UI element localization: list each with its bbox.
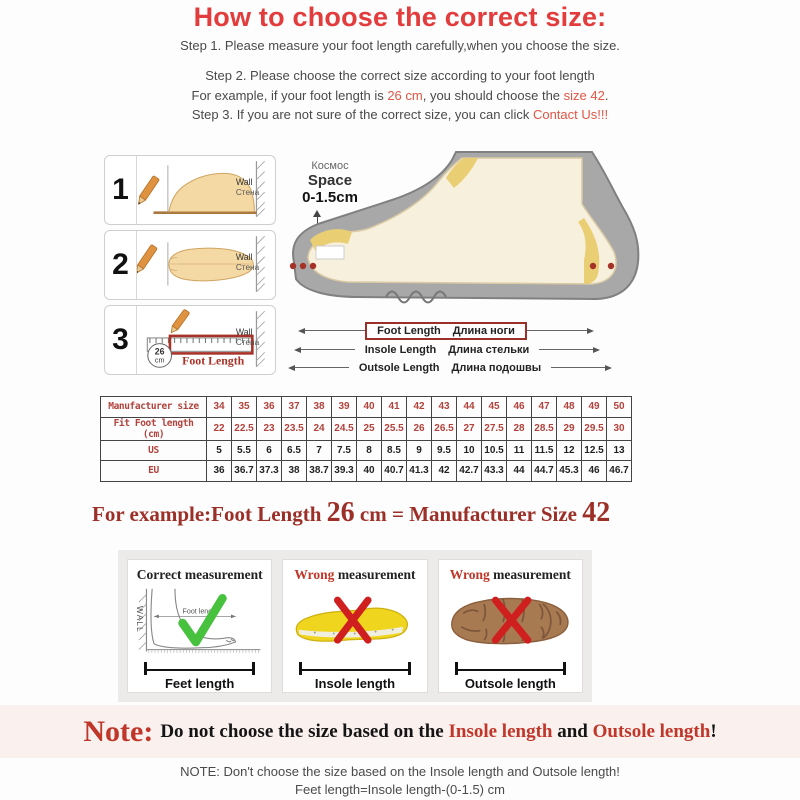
size-table-cell: 26 — [407, 417, 432, 440]
size-table — [100, 396, 632, 482]
size-table-cell: 30 — [607, 417, 632, 440]
step2-example-part: , you should choose the — [422, 87, 564, 103]
measure-label-ru: Длина стельки — [448, 343, 530, 356]
size-table-cell: 37 — [282, 397, 307, 418]
pencil-icon — [137, 244, 157, 274]
size-table-cell: 49 — [582, 397, 607, 418]
top-foot-measure-illustration — [137, 231, 275, 299]
panel-label: Insole length — [314, 676, 396, 691]
panel-title-rest: measurement — [181, 567, 263, 582]
size-table-cell: 8.5 — [382, 440, 407, 461]
note-part: ! — [710, 720, 717, 742]
size-table-cell: 35 — [232, 397, 257, 418]
arrow-left-icon — [288, 365, 295, 371]
example-foot-length-value: 26 — [326, 497, 355, 528]
measurement-panels — [118, 550, 592, 702]
space-label-en: Space — [307, 172, 353, 189]
size-table-cell: 42 — [407, 397, 432, 418]
measure-line — [551, 367, 605, 368]
step2-text: Step 2. Please choose the correct size according to your foot length — [205, 68, 595, 83]
wall-label-en: Wall — [235, 326, 253, 337]
size-table-row-label: US — [101, 440, 207, 461]
size-table-cell: 50 — [607, 397, 632, 418]
size-table-cell: 6 — [257, 440, 282, 461]
panel-title — [128, 567, 271, 583]
measure-line — [539, 349, 593, 350]
check-mark-icon — [183, 598, 223, 642]
arrow-right-icon — [605, 365, 612, 371]
step-number-3: 3 — [105, 306, 137, 374]
size-table-cell: 25.5 — [382, 417, 407, 440]
size-table-cell: 48 — [557, 397, 582, 418]
size-table-cell: 42.7 — [457, 461, 482, 482]
ruler-foot-length-label: Foot Length — [182, 353, 245, 368]
size-table-cell: 25 — [357, 417, 382, 440]
measure-label-ru: Длина ноги — [452, 324, 515, 337]
ruler-circle-unit: cm — [154, 355, 165, 365]
size-table-body — [101, 397, 632, 482]
ruler-measure-illustration — [137, 306, 275, 374]
size-table-cell: 40 — [357, 397, 382, 418]
size-table-cell: 43.3 — [482, 461, 507, 482]
size-table-cell: 38.7 — [307, 461, 332, 482]
size-table-cell: 24 — [307, 417, 332, 440]
step-number-1: 1 — [105, 156, 137, 224]
size-table-cell: 41.3 — [407, 461, 432, 482]
step3-text — [0, 105, 800, 125]
size-table-row-label: Manufacturer size — [101, 397, 207, 418]
measure-step-box-2 — [104, 230, 276, 300]
note-part: and — [552, 720, 593, 742]
size-table-cell: 28.5 — [532, 417, 557, 440]
ruler-circle-value: 26 — [154, 346, 165, 357]
outsole-illustration — [439, 585, 582, 661]
measure-bracket — [299, 662, 410, 675]
example-size-line — [92, 497, 610, 529]
size-table-cell: 22.5 — [232, 417, 257, 440]
foot-length-highlight: 26 cm — [387, 87, 423, 103]
size-table-row-label: Fit Foot length (cm) — [101, 417, 207, 440]
example-part: cm = Manufacturer Size — [354, 502, 583, 526]
size-table-cell: 34 — [207, 397, 232, 418]
wall-label-en: Wall — [235, 251, 253, 262]
panel-correct-measurement — [127, 559, 272, 693]
size-table-row — [101, 397, 632, 418]
wall-vertical-label: WALL — [134, 605, 145, 633]
pencil-icon — [169, 309, 190, 335]
steps-block — [0, 66, 800, 125]
size-highlight: size 42 — [563, 87, 605, 103]
size-table-cell: 38 — [307, 397, 332, 418]
size-table-cell: 39.3 — [332, 461, 357, 482]
size-table-cell: 44 — [507, 461, 532, 482]
measure-bracket — [144, 662, 255, 675]
size-table-cell: 44 — [457, 397, 482, 418]
size-table-cell: 12 — [557, 440, 582, 461]
size-table-cell: 22 — [207, 417, 232, 440]
space-label-value: 0-1.5cm — [302, 189, 358, 206]
note-part: Do not choose the size based on the — [160, 720, 449, 742]
size-table-cell: 6.5 — [282, 440, 307, 461]
measure-label-ru: Длина подошвы — [451, 361, 542, 374]
arrow-left-icon — [298, 328, 305, 334]
size-table-cell: 26.5 — [432, 417, 457, 440]
measure-step-box-3 — [104, 305, 276, 375]
panel-title — [283, 567, 426, 583]
size-table-cell: 40 — [357, 461, 382, 482]
size-table-row-label: EU — [101, 461, 207, 482]
size-table-cell: 23 — [257, 417, 282, 440]
size-table-cell: 11 — [507, 440, 532, 461]
panel-title-rest: measurement — [489, 567, 571, 582]
foot-against-wall-illustration — [128, 585, 271, 661]
wall-label-en: Wall — [235, 176, 253, 187]
size-table-cell: 44.7 — [532, 461, 557, 482]
size-table-cell: 46.7 — [607, 461, 632, 482]
panel-title-word: Wrong — [294, 567, 335, 582]
measure-label-en: Foot Length — [377, 324, 441, 337]
panel-wrong-outsole — [438, 559, 583, 693]
arrow-left-icon — [294, 347, 301, 353]
size-table-cell: 41 — [382, 397, 407, 418]
size-table-cell: 7 — [307, 440, 332, 461]
measure-row-foot-length — [298, 322, 594, 339]
note-outsole-highlight: Outsole length — [592, 720, 711, 742]
insole-length-label — [355, 344, 540, 356]
size-table-cell: 36.7 — [232, 461, 257, 482]
wall-label-ru: Стена — [235, 263, 260, 273]
size-table-row — [101, 440, 632, 461]
contact-us-text: Contact Us!!! — [532, 107, 609, 122]
foot-length-label — [365, 322, 527, 340]
size-table-cell: 45.3 — [557, 461, 582, 482]
size-table-cell: 7.5 — [332, 440, 357, 461]
panel-title-word: Wrong — [449, 567, 490, 582]
size-table-row — [101, 461, 632, 482]
arrow-right-icon — [593, 347, 600, 353]
panel-title-rest: measurement — [334, 567, 416, 582]
arrow-right-icon — [587, 328, 594, 334]
footer-line-2: Feet length=Insole length-(0-1.5) cm — [295, 782, 505, 797]
size-table-cell: 40.7 — [382, 461, 407, 482]
size-table-cell: 29 — [557, 417, 582, 440]
size-table-cell: 27 — [457, 417, 482, 440]
size-table-cell: 27.5 — [482, 417, 507, 440]
size-table-cell: 29.5 — [582, 417, 607, 440]
step1-text: Step 1. Please measure your foot length carefully,when you choose the size. — [180, 38, 620, 53]
footer-note — [0, 763, 800, 799]
pencil-icon — [137, 176, 159, 206]
size-table-cell: 10.5 — [482, 440, 507, 461]
size-table-cell: 9.5 — [432, 440, 457, 461]
step2-example-text — [0, 86, 800, 106]
foot-length-inner-label: Foot length — [182, 607, 219, 616]
insole-illustration — [283, 585, 426, 661]
measure-label-en: Outsole Length — [358, 361, 440, 374]
measure-bracket — [455, 662, 566, 675]
wall-label-ru: Стена — [235, 338, 260, 348]
size-table-cell: 24.5 — [332, 417, 357, 440]
panel-title — [439, 567, 582, 583]
measure-line — [527, 330, 587, 331]
size-table-cell: 37.3 — [257, 461, 282, 482]
panel-label: Feet length — [164, 676, 235, 691]
size-table-cell: 45 — [482, 397, 507, 418]
measure-line — [295, 367, 349, 368]
footer-line-1: NOTE: Don't choose the size based on the Insole length and Outsole length! — [180, 764, 620, 779]
size-table-row — [101, 417, 632, 440]
size-table-cell: 9 — [407, 440, 432, 461]
measure-row-insole-length — [294, 341, 600, 358]
toe-gap-marker — [316, 246, 344, 259]
space-label-ru: Космос — [311, 160, 349, 172]
size-table-cell: 36 — [257, 397, 282, 418]
size-table-cell: 5.5 — [232, 440, 257, 461]
measure-line — [301, 349, 355, 350]
size-table-cell: 36 — [207, 461, 232, 482]
size-table-cell: 8 — [357, 440, 382, 461]
size-table-cell: 10 — [457, 440, 482, 461]
wall-label-ru: Стена — [235, 188, 260, 198]
page-title: How to choose the correct size: — [193, 2, 607, 32]
shoe-cross-section-illustration — [286, 148, 670, 320]
size-table-cell: 13 — [607, 440, 632, 461]
measure-line — [305, 330, 365, 331]
step2-example-part: For example, if your foot length is — [191, 87, 388, 103]
panel-wrong-insole — [282, 559, 427, 693]
panel-label: Outsole length — [464, 676, 556, 691]
size-table-cell: 23.5 — [282, 417, 307, 440]
size-table-cell: 11.5 — [532, 440, 557, 461]
size-table-cell: 46 — [507, 397, 532, 418]
size-table-cell: 47 — [532, 397, 557, 418]
measure-row-outsole-length — [288, 359, 612, 376]
outsole-length-label — [349, 362, 551, 374]
size-table-cell: 43 — [432, 397, 457, 418]
size-table-cell: 28 — [507, 417, 532, 440]
size-table-cell: 39 — [332, 397, 357, 418]
note-band — [0, 705, 800, 758]
example-size-value: 42 — [582, 497, 611, 528]
size-table-cell: 42 — [432, 461, 457, 482]
step-number-2: 2 — [105, 231, 137, 299]
note-insole-highlight: Insole length — [448, 720, 553, 742]
panel-title-word: Correct — [136, 567, 182, 582]
size-table-cell: 46 — [582, 461, 607, 482]
size-table-cell: 12.5 — [582, 440, 607, 461]
size-table-cell: 38 — [282, 461, 307, 482]
step3-part: Step 3. If you are not sure of the correct size, you can click — [191, 107, 533, 122]
measure-step-box-1 — [104, 155, 276, 225]
step2-example-part: . — [604, 87, 609, 103]
note-lead: Note: — [83, 714, 154, 748]
example-part: For example:Foot Length — [92, 502, 327, 526]
side-foot-measure-illustration — [137, 156, 275, 224]
size-table-cell: 5 — [207, 440, 232, 461]
measure-label-en: Insole Length — [364, 343, 437, 356]
